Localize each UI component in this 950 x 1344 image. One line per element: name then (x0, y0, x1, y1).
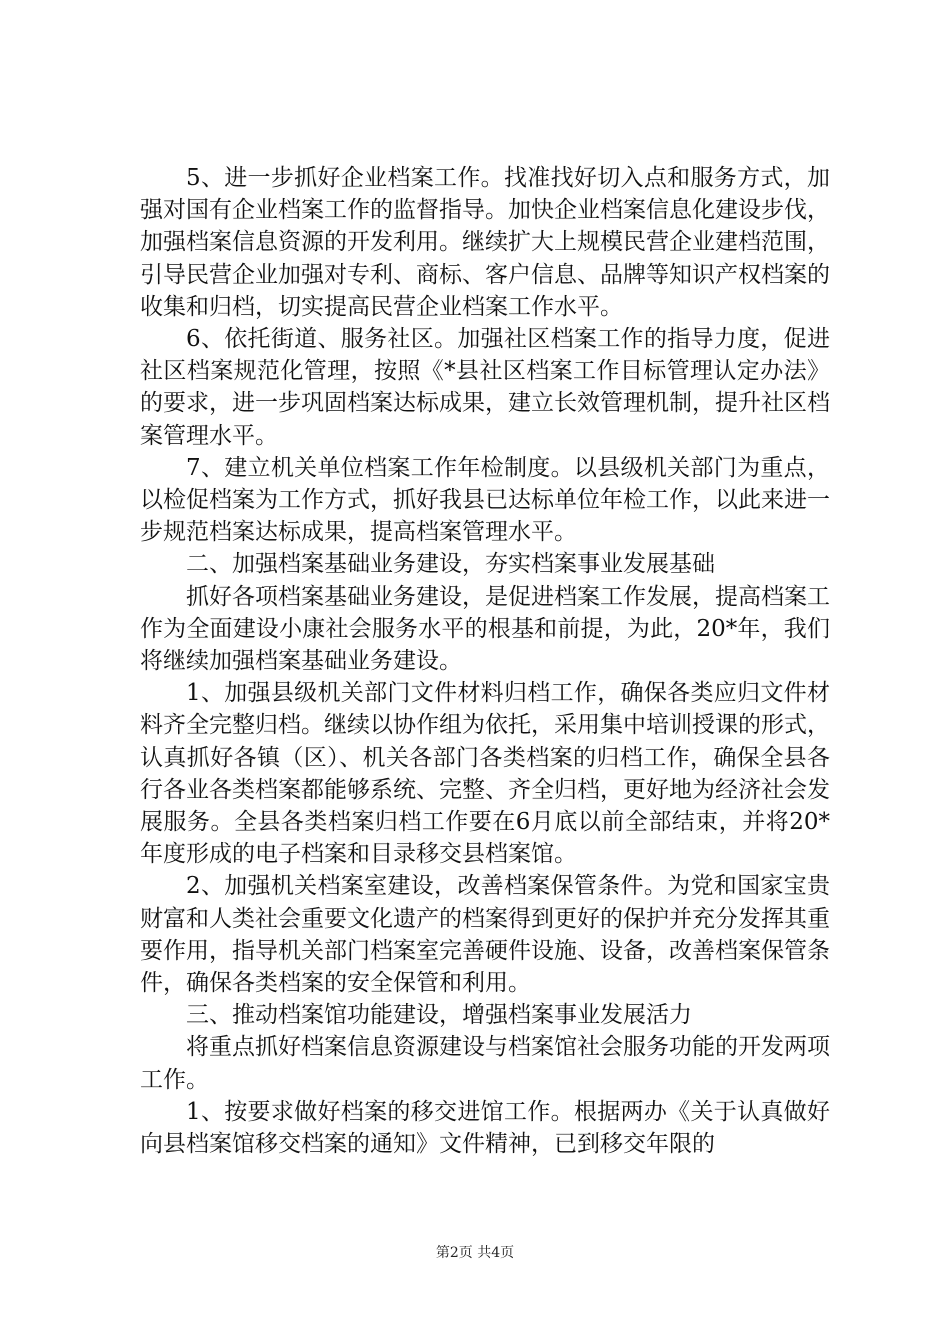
paragraph-annual-inspection: 7、建立机关单位档案工作年检制度。以县级机关部门为重点，以检促档案为工作方式，抓好我县已达标单位年检工作，以此来进一步规范档案达标成果，提高档案管理水平。 (140, 454, 830, 546)
section-heading-two: 二、加强档案基础业务建设，夯实档案事业发展基础 (186, 551, 715, 578)
paragraph-basic-business: 抓好各项档案基础业务建设，是促进档案工作发展，提高档案工作为全面建设小康社会服务水平的根基和前提，为此，20*年，我们将继续加强档案基础业务建设。 (140, 583, 830, 675)
paragraph-filing-work: 1、加强县级机关部门文件材料归档工作，确保各类应归文件材料齐全完整归档。继续以协作组为依托，采用集中培训授课的形式，认真抓好各镇（区）、机关各部门各类档案的归档工作，确保全县各行各业各类档案都能够系统、完整、齐全归档，更好地为经济社会发展服务。全县各类档案归档工作要在6月底以前全部结束，并将20*年度形成的电子档案和目录移交县档案馆。 (140, 680, 830, 868)
paragraph-transfer-work: 1、按要求做好档案的移交进馆工作。根据两办《关于认真做好向县档案馆移交档案的通知》文件精神，已到移交年限的 (140, 1098, 830, 1158)
section-heading-three: 三、推动档案馆功能建设，增强档案事业发展活力 (186, 1002, 692, 1029)
paragraph-key-work: 将重点抓好档案信息资源建设与档案馆社会服务功能的开发两项工作。 (140, 1034, 830, 1093)
document-body (140, 162, 830, 1160)
paragraph-enterprise-archives: 5、进一步抓好企业档案工作。找准找好切入点和服务方式，加强对国有企业档案工作的监督指导。加快企业档案信息化建设步伐，加强档案信息资源的开发利用。继续扩大上规模民营企业建档范围，引导民营企业加强对专利、商标、客户信息、品牌等知识产权档案的收集和归档，切实提高民营企业档案工作水平。 (140, 165, 830, 320)
page-number-footer: 第2页 共4页 (435, 1245, 515, 1261)
paragraph-archive-room: 2、加强机关档案室建设，改善档案保管条件。为党和国家宝贵财富和人类社会重要文化遗产的档案得到更好的保护并充分发挥其重要作用，指导机关部门档案室完善硬件设施、设备，改善档案保管条件，确保各类档案的安全保管和利用。 (140, 873, 830, 997)
paragraph-community-archives: 6、依托街道、服务社区。加强社区档案工作的指导力度，促进社区档案规范化管理，按照《*县社区档案工作目标管理认定办法》的要求，进一步巩固档案达标成果，建立长效管理机制，提升社区档案管理水平。 (140, 326, 830, 449)
